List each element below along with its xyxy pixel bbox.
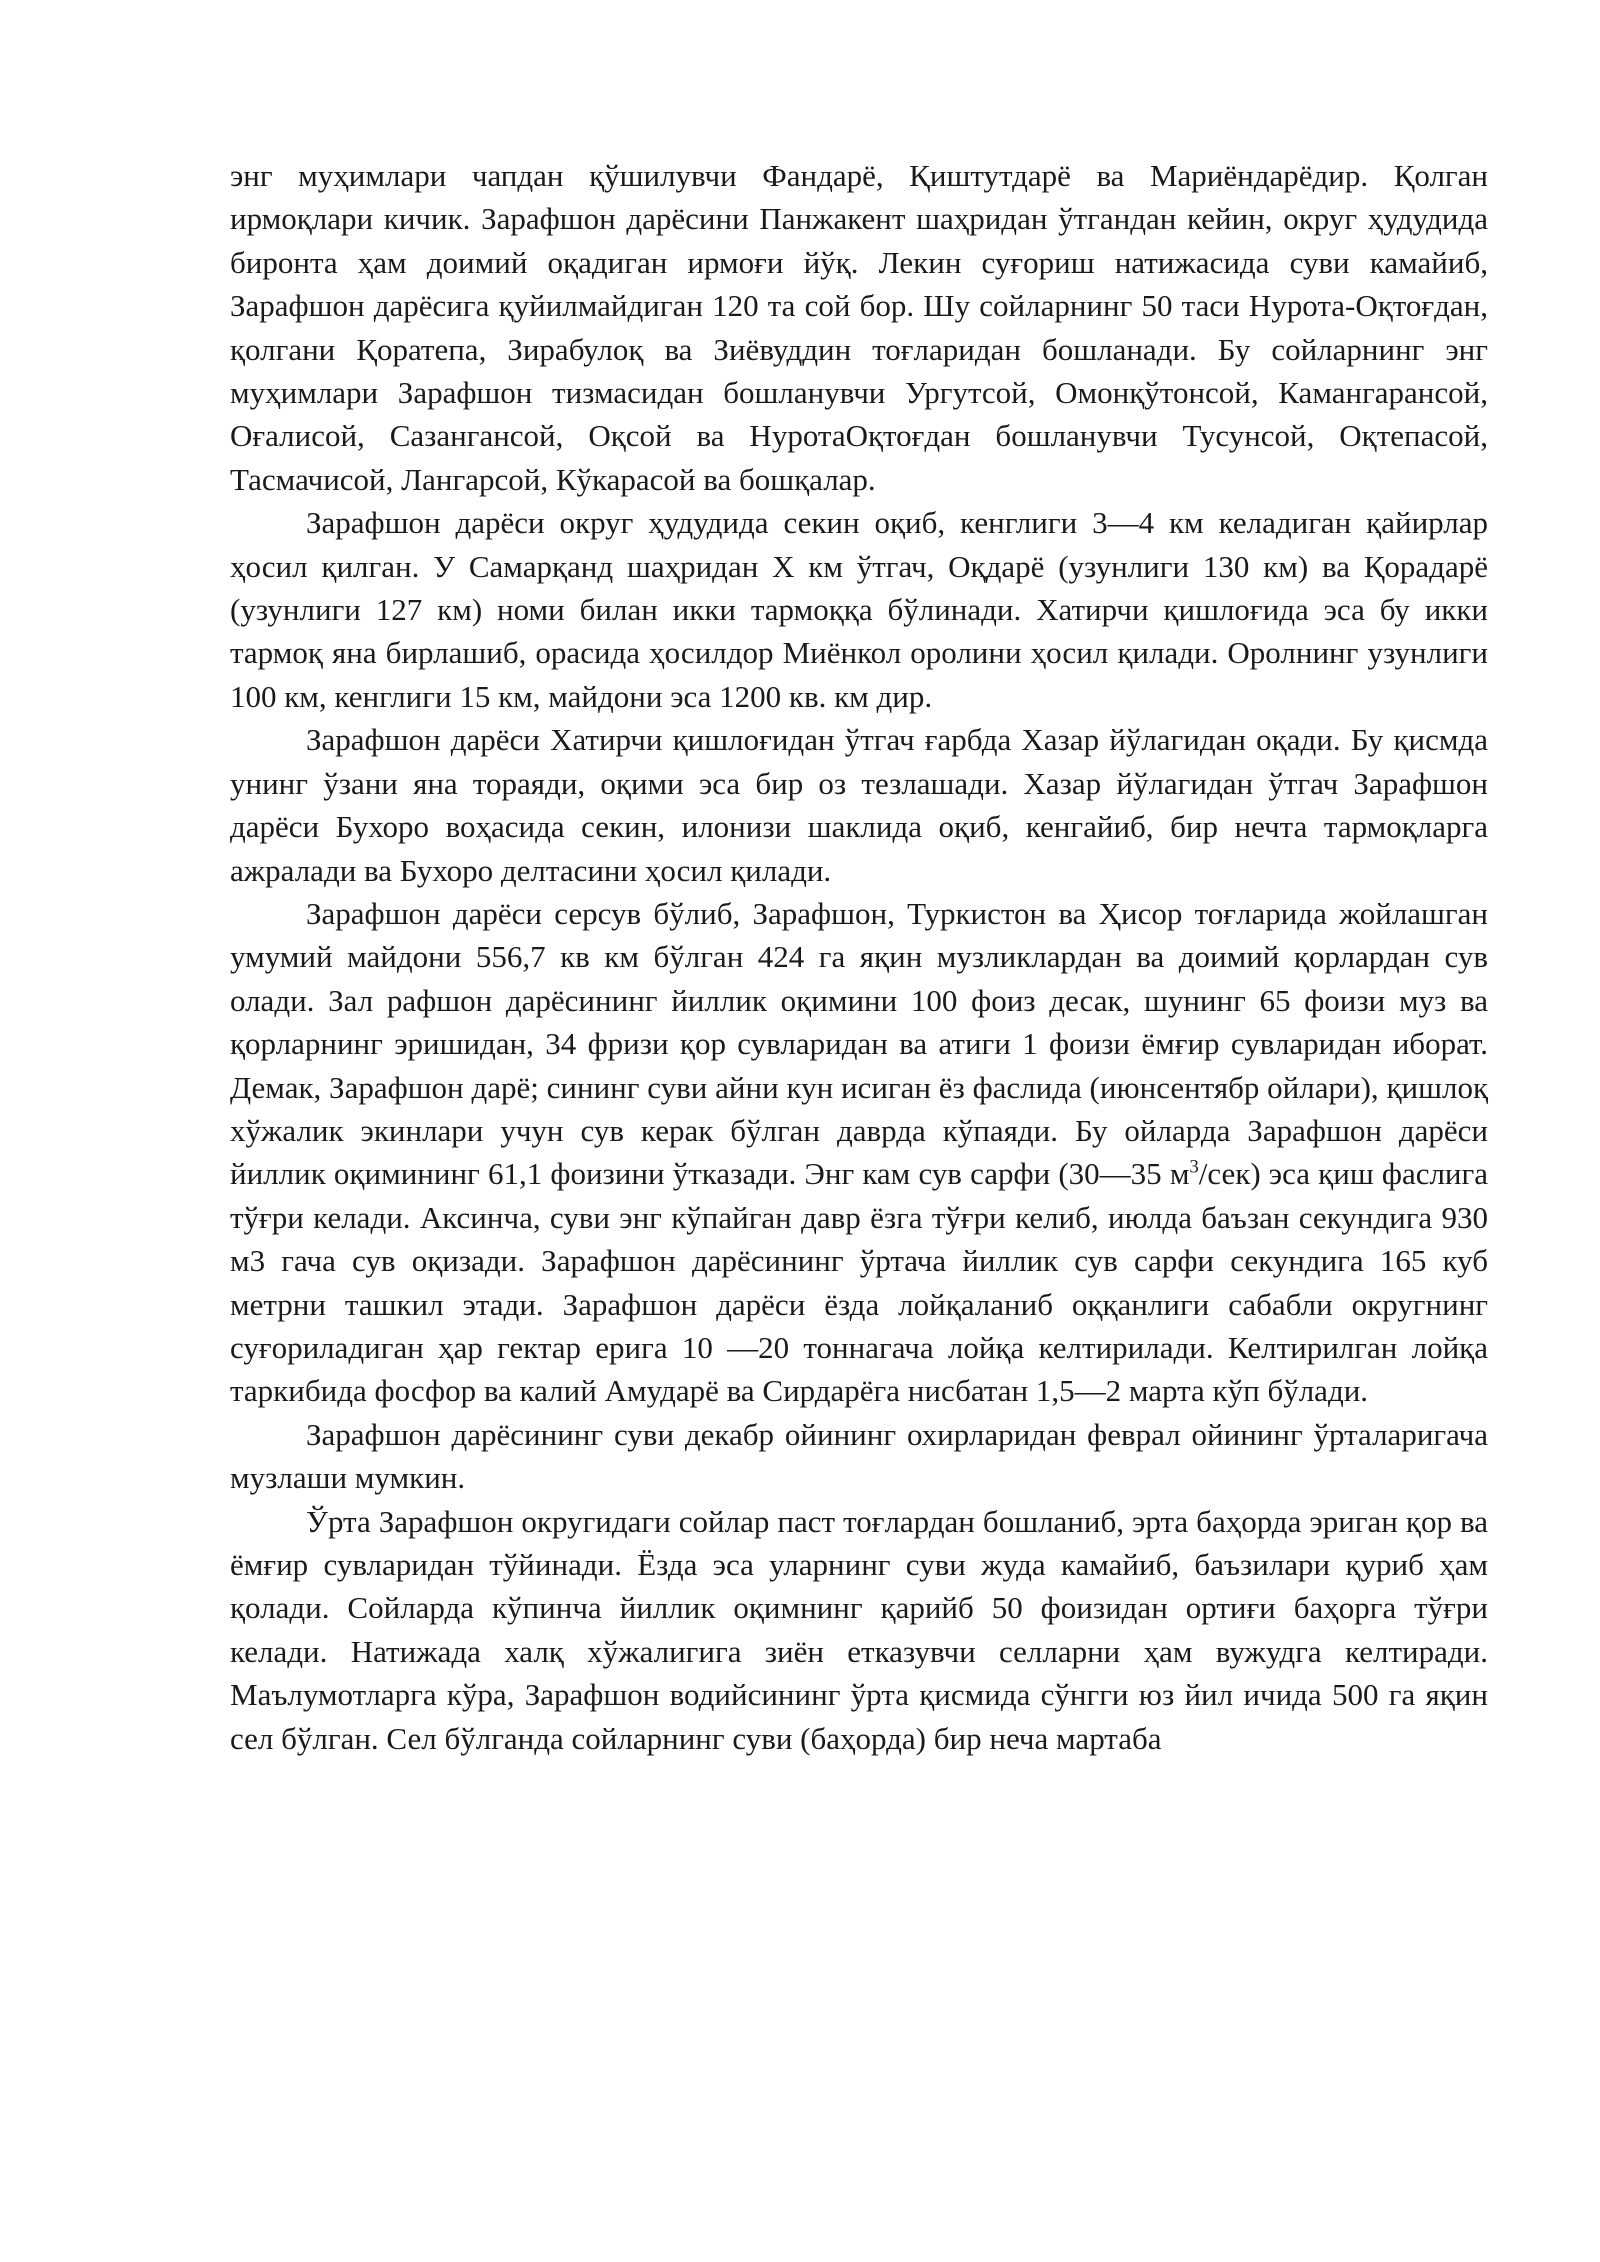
body-text bbox=[230, 154, 1488, 1760]
superscript-cubed: 3 bbox=[1189, 1157, 1199, 1179]
paragraph-3: Зарафшон дарёси Хатирчи қишлоғидан ўтгач ғарбда Хазар йўлагидан оқади. Бу қисмда унинг ўзани яна тораяди, оқими эса бир оз тезлашади. Хазар йўлагидан ўтгач Зарафшон дарёси Бухоро воҳасида секин, илонизи шаклида оқиб, кенгайиб, бир нечта тармоқларга ажралади ва Бухоро делтасини ҳосил қилади. bbox=[230, 722, 1488, 888]
paragraph-5: Зарафшон дарёсининг суви декабр ойининг охирларидан феврал ойининг ўрталаригача музлаши мумкин. bbox=[230, 1416, 1488, 1496]
paragraph-4-part-2: /сек) эса қиш фаслига тўғри келади. Аксинча, суви энг кўпайган давр ёзга тўғри келиб, июлда баъзан секундига 930 м3 гача сув оқизади. Зарафшон дарёсининг ўртача йиллик сув сарфи секундига 165 куб метрни ташкил этади. Зарафшон дарёси ёзда лойқаланиб оққанлиги сабабли округнинг суғориладиган ҳар гектар ерига 10 —20 тоннагача лойқа келтирилади. Келтирилган лойқа таркибида фосфор ва калий Амударё ва Сирдарёга нисбатан 1,5—2 марта кўп бўлади. bbox=[230, 1156, 1488, 1409]
paragraph-1: энг муҳимлари чапдан қўшилувчи Фандарё, Қиштутдарё ва Мариёндарёдир. Қолган ирмоқлари кичик. Зарафшон дарёсини Панжакент шаҳридан ўтгандан кейин, округ ҳудудида биронта ҳам доимий оқадиган ирмоғи йўқ. Лекин суғориш натижасида суви камайиб, Зарафшон дарёсига қуйилмайдиган 120 та сой бор. Шу сойларнинг 50 таси Нурота-Оқтоғдан, қолгани Қоратепа, Зирабулоқ ва Зиёвуддин тоғларидан бошланади. Бу сойларнинг энг муҳимлари Зарафшон тизмасидан бошланувчи Ургутсой, Омонқўтонсой, Камангарансой, Оғалисой, Сазангансой, Оқсой ва НуротаОқтоғдан бошланувчи Тусунсой, Оқтепасой, Тасмачисой, Лангарсой, Кўкарасой ва бошқалар. bbox=[230, 158, 1488, 497]
paragraph-2: Зарафшон дарёси округ ҳудудида секин оқиб, кенглиги 3—4 км келадиган қайирлар ҳосил қилган. У Самарқанд шаҳридан X км ўтгач, Оқдарё (узунлиги 130 км) ва Қорадарё (узунлиги 127 км) номи билан икки тармоққа бўлинади. Хатирчи қишлоғида эса бу икки тармоқ яна бирлашиб, орасида ҳосилдор Миёнкол оролини ҳосил қилади. Оролнинг узунлиги 100 км, кенглиги 15 км, майдони эса 1200 кв. км дир. bbox=[230, 505, 1488, 714]
paragraph-4 bbox=[230, 892, 1488, 1413]
paragraph-6: Ўрта Зарафшон округидаги сойлар паст тоғлардан бошланиб, эрта баҳорда эриган қор ва ёмғир сувларидан тўйинади. Ёзда эса уларнинг суви жуда камайиб, баъзилари қуриб ҳам қолади. Сойларда кўпинча йиллик оқимнинг қарийб 50 фоизидан ортиғи баҳорга тўғри келади. Натижада халқ хўжалигига зиён етказувчи селларни ҳам вужудга келтиради. Маълумотларга кўра, Зарафшон водийсининг ўрта қисмида сўнгги юз йил ичида 500 га яқин сел бўлган. Сел бўлганда сойларнинг суви (баҳорда) бир неча мартаба bbox=[230, 1503, 1488, 1756]
paragraph-4-part-1: Зарафшон дарёси серсув бўлиб, Зарафшон, Туркистон ва Ҳисор тоғларида жойлашган умумий майдони 556,7 кв км бўлган 424 га яқин музликлардан ва доимий қорлардан сув олади. Зал рафшон дарёсининг йиллик оқимини 100 фоиз десак, шунинг 65 фоизи муз ва қорларнинг эришидан, 34 фризи қор сувларидан ва атиги 1 фоизи ёмғир сувларидан иборат. Демак, Зарафшон дарё; сининг суви айни кун исиган ёз фаслида (июнсентябр ойлари), қишлоқ хўжалик экинлари учун сув керак бўлган даврда кўпаяди. Бу ойларда Зарафшон дарёси йиллик оқимининг 61,1 фоизини ўтказади. Энг кам сув сарфи (30—35 м bbox=[230, 895, 1488, 1192]
